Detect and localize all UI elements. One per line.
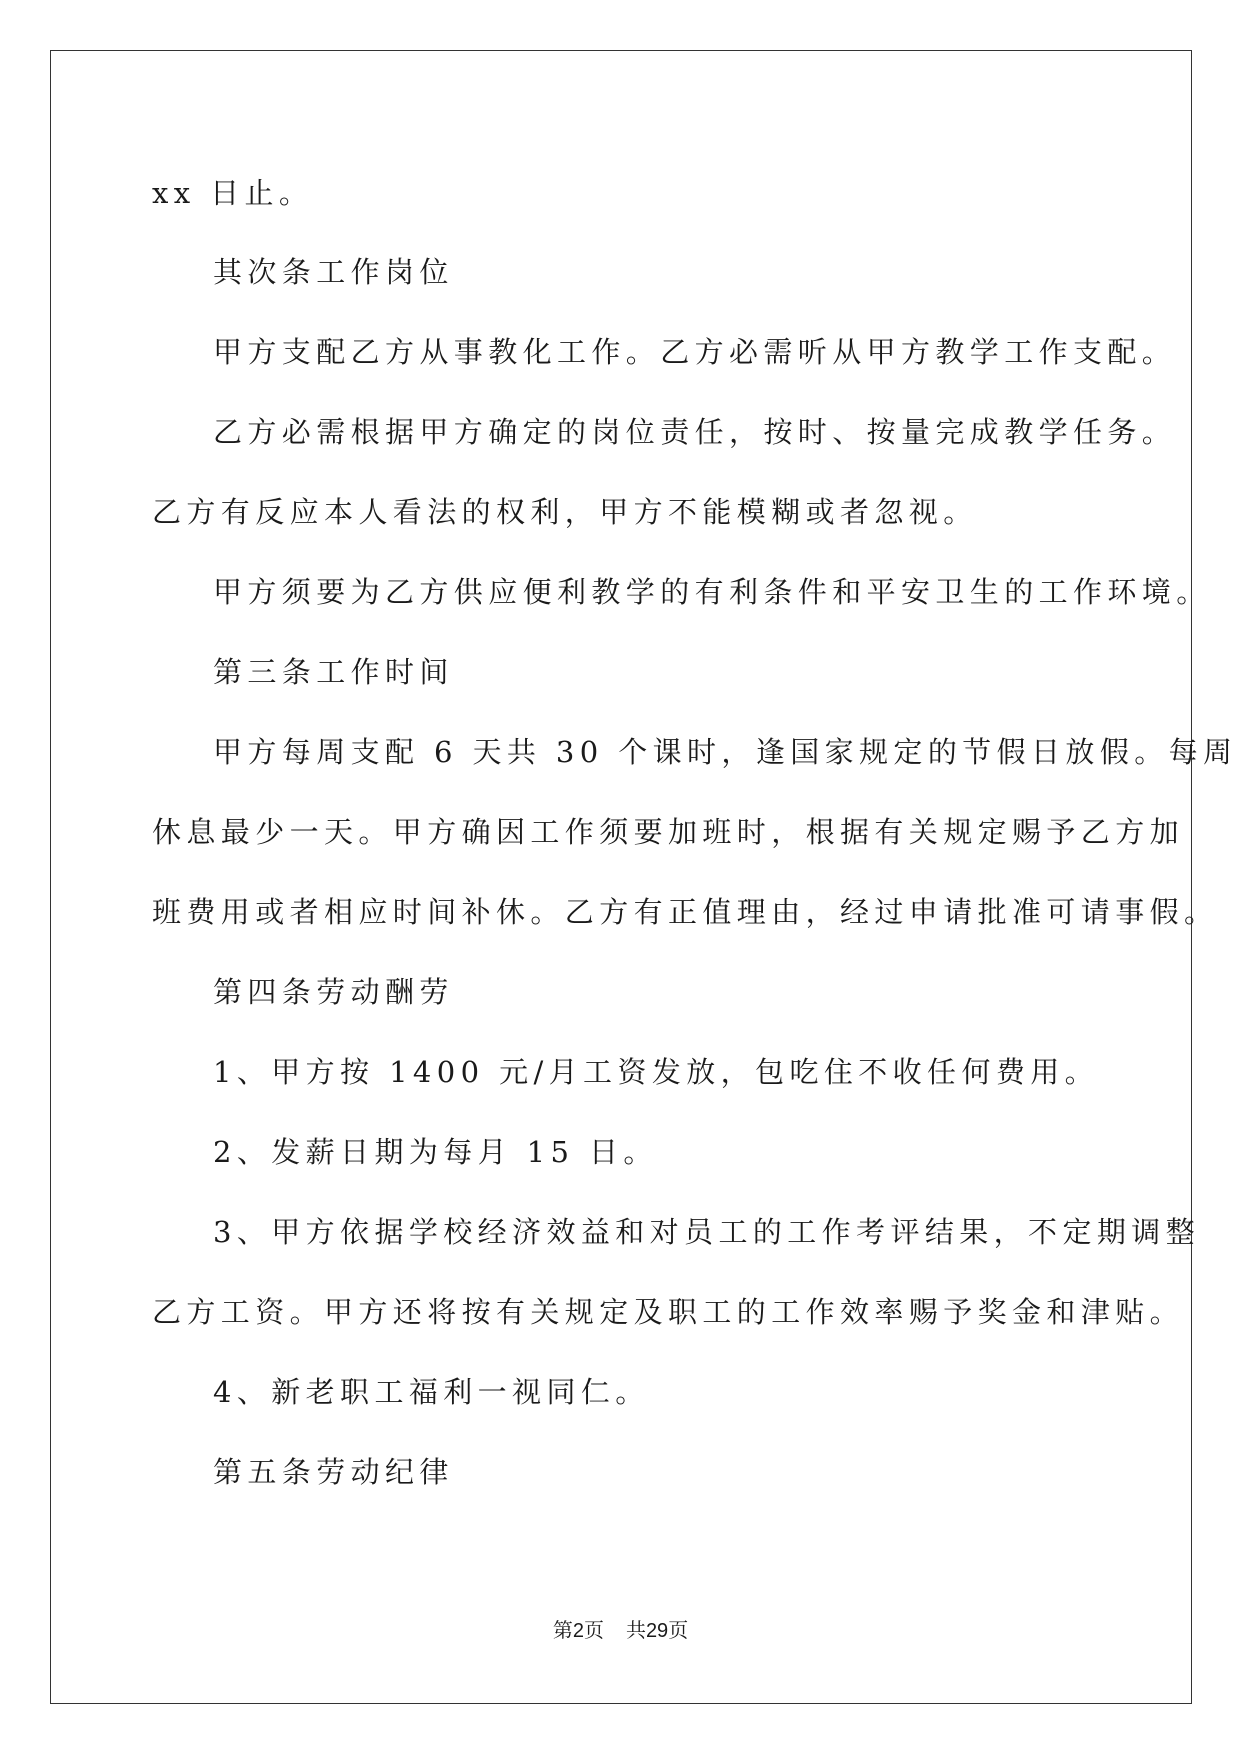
text-line: 甲方须要为乙方供应便利教学的有利条件和平安卫生的工作环境。 (213, 575, 1211, 609)
text-line: 1、甲方按 1400 元/月工资发放，包吃住不收任何费用。 (213, 1055, 1100, 1089)
page-suffix: 页 (583, 1620, 604, 1642)
text-line: 休息最少一天。甲方确因工作须要加班时，根据有关规定赐予乙方加 (152, 815, 1185, 849)
text-line: 班费用或者相应时间补休。乙方有正值理由，经过申请批准可请事假。 (152, 895, 1219, 929)
section-heading: 其次条工作岗位 (213, 255, 454, 289)
text-line: 4、新老职工福利一视同仁。 (213, 1375, 650, 1409)
text-line: 乙方有反应本人看法的权利，甲方不能模糊或者忽视。 (152, 495, 978, 529)
page-prefix: 第 (552, 1620, 573, 1642)
text-line: 乙方工资。甲方还将按有关规定及职工的工作效率赐予奖金和津贴。 (152, 1295, 1185, 1329)
text-line: 甲方支配乙方从事教化工作。乙方必需听从甲方教学工作支配。 (213, 335, 1177, 369)
text-line: 乙方必需根据甲方确定的岗位责任，按时、按量完成教学任务。 (213, 415, 1177, 449)
total-pages: 29 (645, 1620, 669, 1642)
page-number: 2 (572, 1620, 584, 1642)
section-heading: 第四条劳动酬劳 (213, 975, 454, 1009)
total-suffix: 页 (668, 1620, 689, 1642)
text-line: 3、甲方依据学校经济效益和对员工的工作考评结果，不定期调整 (213, 1215, 1201, 1249)
text-line: 2、发薪日期为每月 15 日。 (213, 1135, 658, 1169)
section-heading: 第五条劳动纪律 (213, 1455, 454, 1489)
section-heading: 第三条工作时间 (213, 655, 454, 689)
total-prefix: 共 (625, 1620, 646, 1642)
text-line: xx 日止。 (152, 176, 314, 210)
text-line: 甲方每周支配 6 天共 30 个课时，逢国家规定的节假日放假。每周 (213, 735, 1238, 769)
page-footer (0, 1618, 1241, 1644)
